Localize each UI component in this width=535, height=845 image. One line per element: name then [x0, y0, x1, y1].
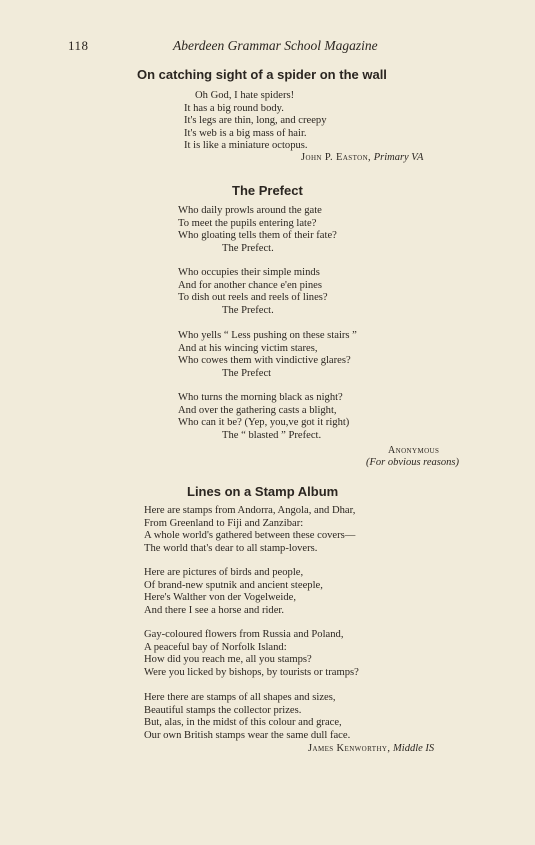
- poem-line: The world that's dear to all stamp-lovers.: [144, 542, 318, 554]
- poem-line: Our own British stamps wear the same dull face.: [144, 729, 351, 741]
- poem-title: On catching sight of a spider on the wall: [137, 67, 387, 82]
- stanza: [178, 205, 337, 255]
- poem-line: Gay-coloured flowers from Russia and Poland,: [144, 629, 344, 640]
- author-note: (For obvious reasons): [366, 457, 459, 468]
- stanza: [144, 629, 359, 679]
- poem-line: But, alas, in the midst of this colour and grace,: [144, 717, 342, 729]
- poem-line: Who gloating tells them of their fate?: [178, 230, 337, 242]
- poem-line: Here are pictures of birds and people,: [144, 567, 304, 578]
- author-form: Middle IS: [393, 743, 435, 754]
- poem-line: Beautiful stamps the collector prizes.: [144, 704, 302, 716]
- poem-line: And for another chance e'en pines: [178, 279, 322, 291]
- poem-line: A whole world's gathered between these covers—: [144, 530, 356, 542]
- poem-line: Who cowes them with vindictive glares?: [178, 355, 351, 367]
- author-name: John P. Easton,: [301, 152, 372, 163]
- poem-line: It's legs are thin, long, and creepy: [184, 115, 327, 127]
- stanza: [178, 392, 349, 442]
- page-header: [68, 38, 468, 56]
- poem-byline: [301, 152, 423, 163]
- poem-line: A peaceful bay of Norfolk Island:: [144, 641, 287, 653]
- poem-refrain: The Prefect: [222, 367, 272, 379]
- poem-line: To dish out reels and reels of lines?: [178, 292, 328, 304]
- poem-refrain: The Prefect.: [222, 242, 274, 254]
- poem-line: And there I see a horse and rider.: [144, 604, 285, 616]
- author-form: Primary VA: [373, 152, 424, 163]
- poem-line: Who turns the morning black as night?: [178, 392, 343, 403]
- stanza: [144, 567, 323, 617]
- stanza: [178, 330, 357, 380]
- poem-line: Who occupies their simple minds: [178, 267, 320, 278]
- poem-byline: [308, 743, 434, 754]
- stanza: [144, 505, 355, 555]
- stanza: [178, 267, 328, 317]
- poem-title: The Prefect: [232, 183, 303, 198]
- poem-line: It's web is a big mass of hair.: [184, 127, 307, 139]
- poem-body: [184, 90, 327, 153]
- poem-line: Were you licked by bishops, by tourists or tramps?: [144, 666, 359, 678]
- poem-refrain: The “ blasted ” Prefect.: [222, 429, 322, 441]
- author-name: Anonymous: [388, 445, 440, 456]
- author-name: James Kenworthy,: [308, 743, 391, 754]
- poem-line: And over the gathering casts a blight,: [178, 404, 337, 416]
- poem-line: How did you reach me, all you stamps?: [144, 654, 312, 666]
- poem-line: Here are stamps from Andorra, Angola, and Dhar,: [144, 505, 356, 516]
- poem-line: Who yells “ Less pushing on these stairs ”: [178, 330, 357, 341]
- poem-title: Lines on a Stamp Album: [187, 484, 339, 499]
- poem-line: From Greenland to Fiji and Zanzibar:: [144, 517, 304, 529]
- poem-line: Oh God, I hate spiders!: [195, 90, 295, 101]
- poem-refrain: The Prefect.: [222, 304, 274, 316]
- poem-line: And at his wincing victim stares,: [178, 342, 318, 354]
- poem-line: To meet the pupils entering late?: [178, 217, 317, 229]
- poem-line: Who daily prowls around the gate: [178, 205, 322, 216]
- poem-line: Here's Walther von der Vogelweide,: [144, 592, 296, 604]
- page-number: 118: [68, 38, 89, 53]
- poem-line: Here there are stamps of all shapes and sizes,: [144, 692, 336, 703]
- poem-line: Who can it be? (Yep, you,ve got it right): [178, 417, 350, 429]
- poem-line: Of brand-new sputnik and ancient steeple,: [144, 579, 323, 591]
- poem-line: It has a big round body.: [184, 102, 284, 114]
- poem-line: It is like a miniature octopus.: [184, 140, 308, 152]
- running-title: Aberdeen Grammar School Magazine: [173, 38, 378, 53]
- stanza: [144, 692, 350, 742]
